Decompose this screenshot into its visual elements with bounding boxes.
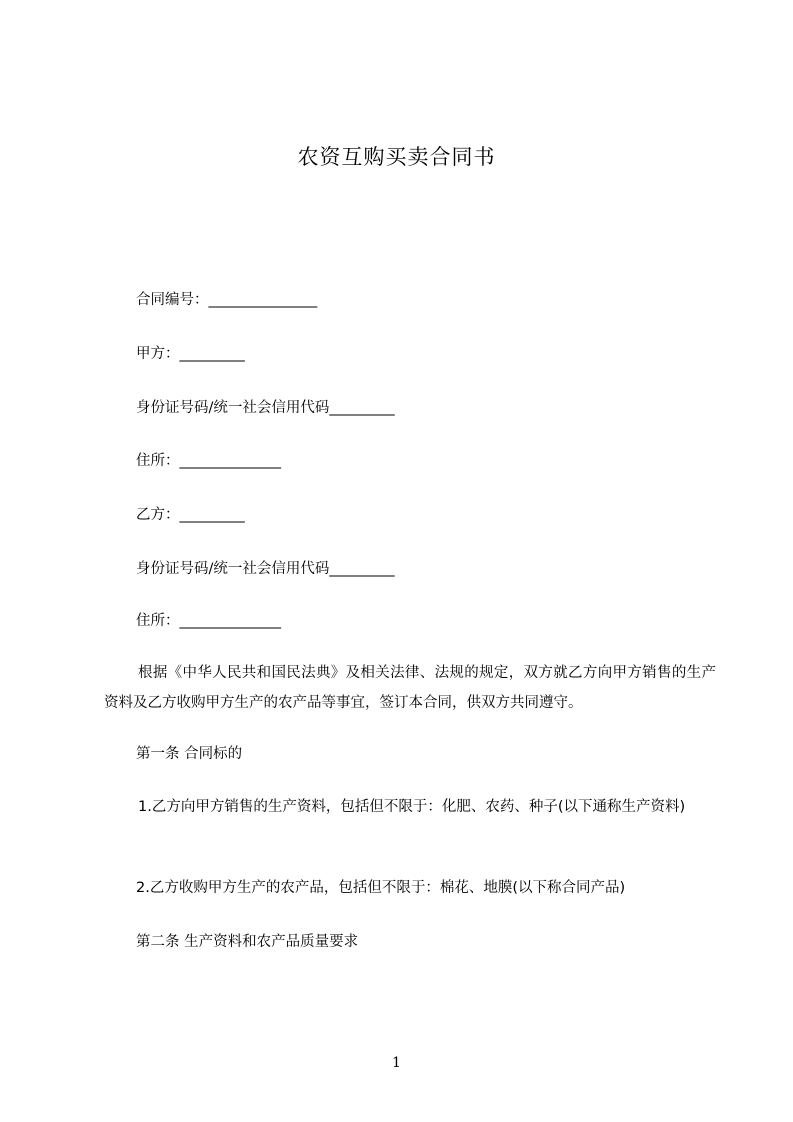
article-1-item-2: 2.乙方收购甲方生产的农产品，包括但不限于：棉花、地膜(以下称合同产品)	[136, 880, 626, 896]
party-b-field: 乙方：_________	[136, 507, 245, 523]
page-number: 1	[392, 1055, 401, 1071]
party-b-address-field: 住所：______________	[136, 613, 281, 629]
article-1-item-1: 1.乙方向甲方销售的生产资料，包括但不限于：化肥、农药、种子(以下通称生产资料)	[138, 799, 686, 815]
party-a-address-field: 住所：______________	[136, 453, 281, 469]
party-a-id-field: 身份证号码/统一社会信用代码_________	[136, 400, 395, 416]
document-title: 农资互购买卖合同书	[297, 145, 496, 169]
contract-number-field: 合同编号：_______________	[136, 292, 318, 308]
article-2-heading: 第二条 生产资料和农产品质量要求	[136, 934, 359, 950]
preamble-paragraph: 根据《中华人民共和国民法典》及相关法律、法规的规定，双方就乙方向甲方销售的生产资料及乙方收购甲方生产的农产品等事宜，签订本合同，供双方共同遵守。	[104, 665, 716, 711]
party-a-field: 甲方：_________	[136, 346, 245, 362]
article-1-heading: 第一条 合同标的	[136, 746, 243, 762]
party-b-id-field: 身份证号码/统一社会信用代码_________	[136, 561, 395, 577]
